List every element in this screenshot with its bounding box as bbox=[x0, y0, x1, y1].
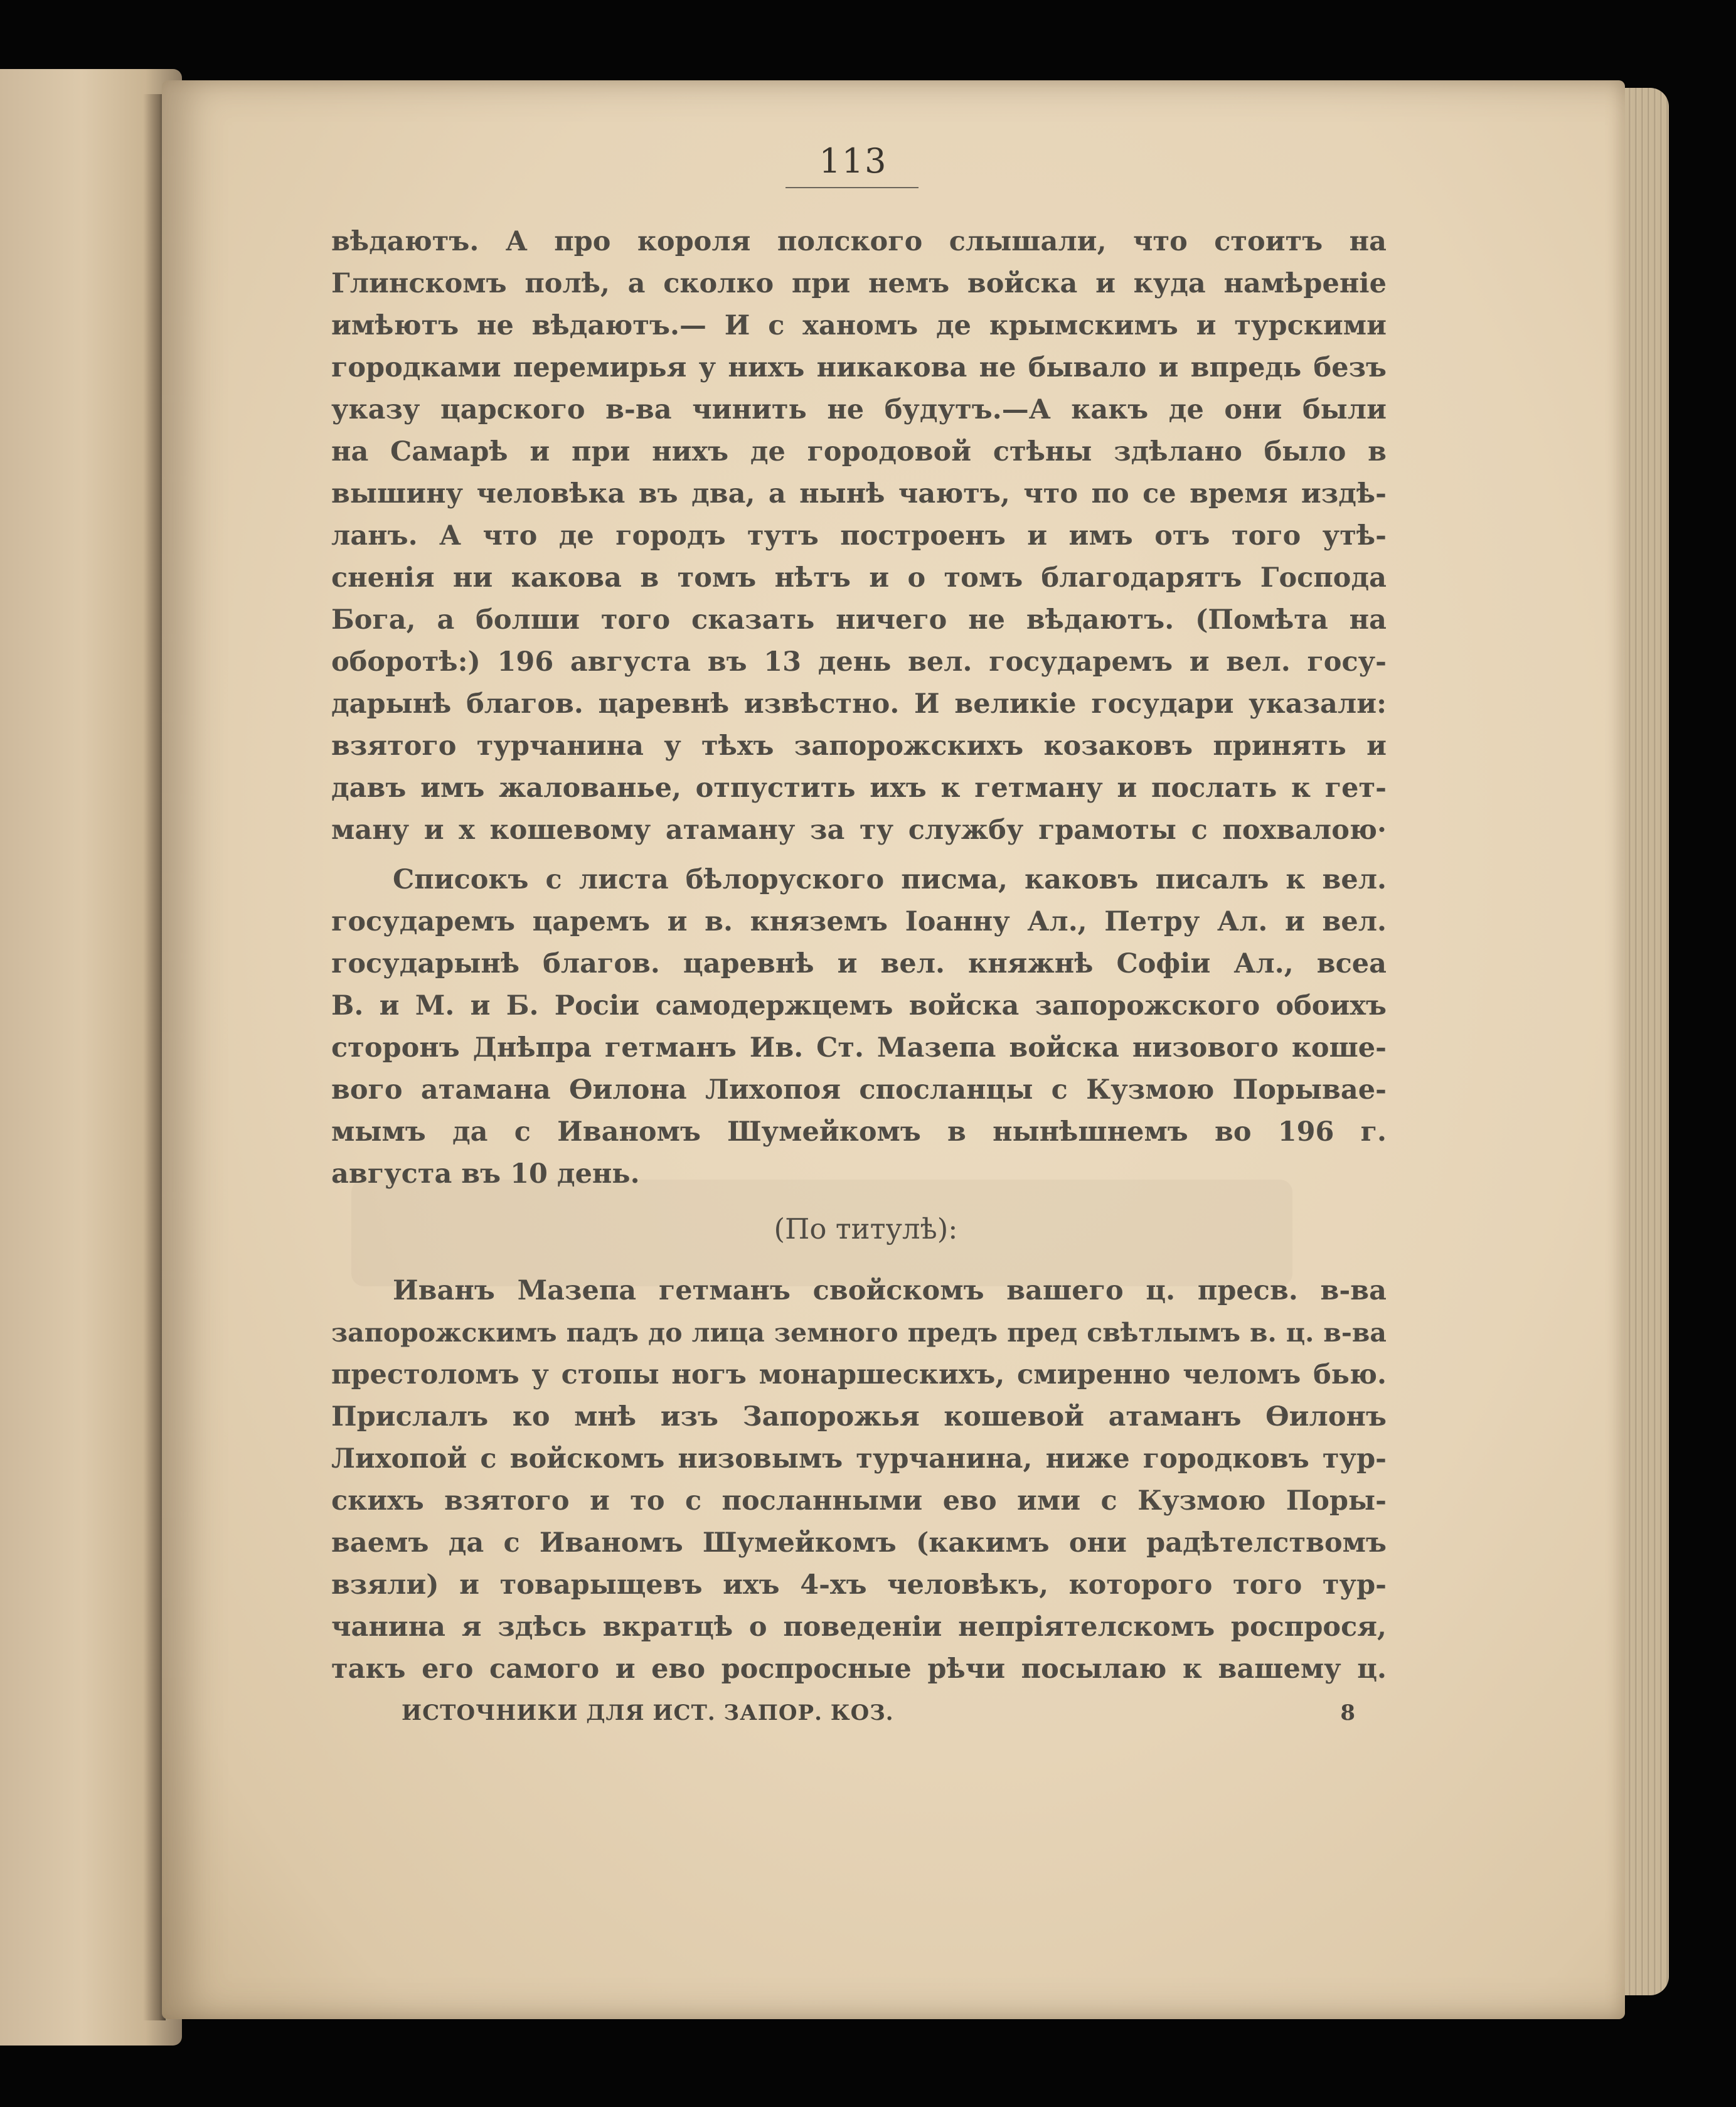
paragraph-3 bbox=[331, 1270, 1387, 1690]
page-number: 113 bbox=[819, 141, 888, 181]
text-line: оборотѣ:) 196 августа въ 13 день вел. государемъ и вел. госу- bbox=[331, 646, 1387, 678]
text-line: дарынѣ благов. царевнѣ извѣстно. И великіе государи указали: bbox=[331, 688, 1387, 720]
text-line: имѣютъ не вѣдаютъ.— И с ханомъ де крымскимъ и турскими bbox=[331, 310, 1387, 341]
signature-mark: 8 bbox=[1340, 1700, 1355, 1726]
text-line: вышину человѣка въ два, а нынѣ чаютъ, что по се время издѣ- bbox=[331, 478, 1387, 509]
text-line: чанина я здѣсь вкратцѣ о поведеніи непріятелскомъ роспрося, bbox=[331, 1611, 1387, 1643]
text-line: ману и х кошевому атаману за ту службу грамоты с похвалою· bbox=[331, 814, 1387, 846]
text-line: на Самарѣ и при нихъ де городовой стѣны здѣлано было в bbox=[331, 436, 1387, 467]
text-line: давъ имъ жалованье, отпустить ихъ к гетману и послать к гет- bbox=[331, 772, 1387, 804]
text-line: Глинскомъ полѣ, а сколко при немъ войска и куда намѣреніе bbox=[331, 268, 1387, 299]
text-line: вѣдаютъ. А про короля полского слышали, что стоитъ на bbox=[331, 226, 1387, 257]
text-line: мымъ да с Иваномъ Шумейкомъ в нынѣшнемъ во 196 г. bbox=[331, 1116, 1387, 1148]
text-line: государемъ царемъ и в. княземъ Іоанну Ал., Петру Ал. и вел. bbox=[331, 906, 1387, 937]
text-line: взяли) и товарыщевъ ихъ 4-хъ человѣкъ, которого того тур- bbox=[331, 1569, 1387, 1601]
text-line: Иванъ Мазепа гетманъ свойскомъ вашего ц. пресв. в-ва bbox=[393, 1275, 1387, 1306]
text-line: городками перемирья у нихъ никакова не бывало и впредь безъ bbox=[331, 352, 1387, 383]
text-line: сненія ни какова в томъ нѣтъ и о томъ благодарятъ Господа bbox=[331, 562, 1387, 594]
running-footer-title: ИСТОЧНИКИ ДЛЯ ИСТ. ЗАПОР. КОЗ. bbox=[402, 1700, 894, 1726]
text-line: взятого турчанина у тѣхъ запорожскихъ козаковъ принять и bbox=[331, 730, 1387, 762]
text-line: вого атамана Ѳилона Лихопоя спосланцы с Кузмою Порывае- bbox=[331, 1074, 1387, 1106]
text-line: государынѣ благов. царевнѣ и вел. княжнѣ Софіи Ал., всеа bbox=[331, 948, 1387, 979]
text-line: Лихопой с войскомъ низовымъ турчанина, ниже городковъ тур- bbox=[331, 1443, 1387, 1475]
text-line: ваемъ да с Иваномъ Шумейкомъ (какимъ они радѣтелствомъ bbox=[331, 1527, 1387, 1559]
text-line: указу царского в-ва чинить не будутъ.—А какъ де они были bbox=[331, 394, 1387, 425]
page-footer bbox=[402, 1700, 1355, 1736]
text-line: Бога, а болши того сказать ничего не вѣдаютъ. (Помѣта на bbox=[331, 604, 1387, 636]
page-number-rule bbox=[785, 187, 919, 188]
paragraph-1 bbox=[331, 221, 1387, 851]
text-line: такъ его самого и ево роспросные рѣчи посылаю к вашему ц. bbox=[331, 1653, 1387, 1685]
text-line: ланъ. А что де городъ тутъ построенъ и имъ отъ того утѣ- bbox=[331, 520, 1387, 552]
paragraph-2 bbox=[331, 859, 1387, 1195]
section-heading: (По титулѣ): bbox=[774, 1212, 958, 1246]
text-line: августа въ 10 день. bbox=[331, 1158, 640, 1190]
text-line: В. и М. и Б. Росіи самодержцемъ войска запорожского обоихъ bbox=[331, 990, 1387, 1021]
text-line: Списокъ с листа бѣлоруского писма, каковъ писалъ к вел. bbox=[393, 864, 1387, 895]
text-line: Прислалъ ко мнѣ изъ Запорожья кошевой атаманъ Ѳилонъ bbox=[331, 1401, 1387, 1432]
text-line: запорожскимъ падъ до лица земного предъ пред свѣтлымъ в. ц. в-ва bbox=[331, 1318, 1387, 1348]
text-line: скихъ взятого и то с посланными ево ими с Кузмою Поры- bbox=[331, 1485, 1387, 1517]
text-line: престоломъ у стопы ногъ монаршескихъ, смиренно челомъ бью. bbox=[331, 1359, 1387, 1390]
text-line: сторонъ Днѣпра гетманъ Ив. Ст. Мазепа войска низового коше- bbox=[331, 1032, 1387, 1064]
